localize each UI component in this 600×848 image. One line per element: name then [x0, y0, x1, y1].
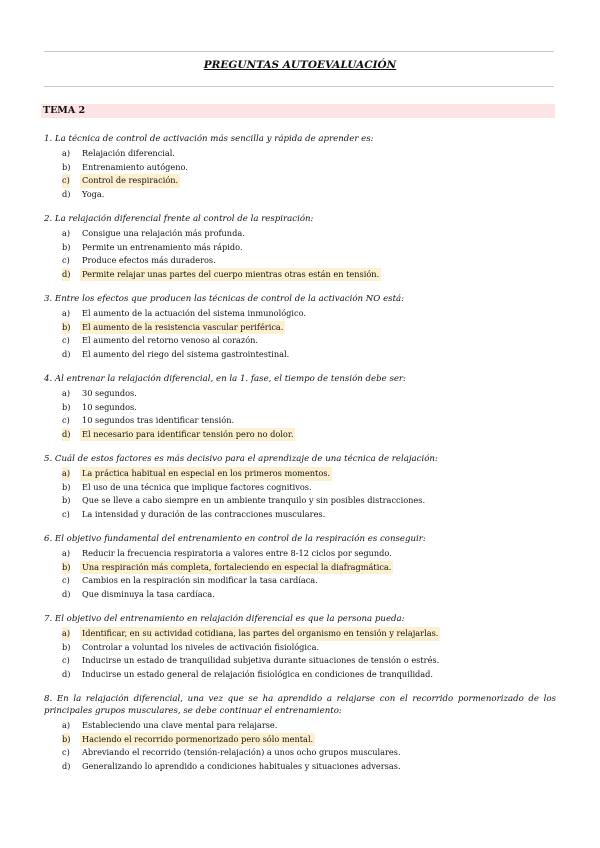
option-text: Control de respiración.	[80, 174, 180, 188]
option-text: La intensidad y duración de las contracciones musculares.	[82, 508, 326, 519]
answer-option-highlighted	[44, 428, 556, 442]
answer-option	[44, 508, 556, 522]
question-text: 2. La relajación diferencial frente al control de la respiración:	[44, 214, 314, 224]
answer-option	[44, 668, 556, 682]
answer-option	[44, 641, 556, 655]
option-letter: b)	[62, 561, 70, 575]
option-text: Controlar a voluntad los niveles de activación fisiológica.	[82, 641, 320, 652]
option-letter: c)	[62, 415, 70, 425]
option-letter: d)	[62, 760, 71, 771]
option-text: Inducirse un estado de tranquilidad subjetiva durante situaciones de tensión o estrés.	[82, 655, 440, 665]
option-text: Entrenamiento autógeno.	[82, 161, 188, 172]
answer-option-highlighted	[44, 467, 556, 481]
option-text: Haciendo el recorrido pormenorizado pero sólo mental.	[80, 733, 315, 747]
answer-option-highlighted	[44, 561, 556, 575]
answer-option	[44, 588, 556, 602]
answer-option	[44, 161, 556, 175]
option-text: Una respiración más completa, fortaleciendo en especial la diafragmática.	[80, 561, 393, 575]
top-divider	[44, 51, 554, 52]
option-text: El aumento de la resistencia vascular periférica.	[80, 321, 285, 335]
answer-option-highlighted	[44, 627, 556, 641]
option-text: El aumento del riego del sistema gastrointestinal.	[82, 348, 290, 359]
answer-option	[44, 307, 556, 321]
option-letter: a)	[62, 228, 71, 238]
question-text: 6. El objetivo fundamental del entrenamiento en control de la respiración es conseguir:	[44, 534, 426, 544]
option-text: El necesario para identificar tensión pero no dolor.	[80, 428, 295, 442]
option-text: Produce efectos más duraderos.	[82, 255, 216, 265]
option-letter: d)	[62, 268, 70, 282]
option-text: 10 segundos.	[82, 401, 137, 412]
option-letter: c)	[62, 335, 70, 345]
option-text: Generalizando lo aprendido a condiciones habituales y situaciones adversas.	[82, 760, 401, 771]
option-letter: d)	[62, 188, 71, 199]
option-text: Permite relajar unas partes del cuerpo mientras otras están en tensión.	[80, 268, 381, 282]
option-text: Yoga.	[82, 188, 105, 199]
question-text: 4. Al entrenar la relajación diferencial, en la 1. fase, el tiempo de tensión debe ser:	[44, 374, 406, 384]
option-text: El aumento del retorno venoso al corazón.	[82, 335, 258, 345]
question-block	[44, 293, 556, 361]
option-text: Cambios en la respiración sin modificar la tasa cardíaca.	[82, 575, 318, 585]
option-letter: a)	[62, 388, 71, 398]
answer-option	[44, 481, 556, 495]
option-letter: a)	[62, 627, 70, 641]
option-letter: a)	[62, 720, 71, 730]
option-letter: d)	[62, 588, 71, 599]
answer-option	[44, 227, 556, 241]
option-letter: d)	[62, 428, 70, 442]
answer-option	[44, 746, 556, 760]
option-letter: c)	[62, 255, 70, 265]
option-letter: a)	[62, 148, 71, 158]
answer-option	[44, 654, 556, 668]
section-heading: TEMA 2	[41, 104, 555, 118]
answer-option	[44, 254, 556, 268]
question-text: 8. En la relajación diferencial, una vez que se ha aprendido a relajarse con el recorrido pormenorizado de los principales grupos musculares, se debe continuar el entrenamiento:	[44, 694, 556, 716]
option-letter: c)	[62, 575, 70, 585]
option-text: El aumento de la actuación del sistema inmunológico.	[82, 308, 306, 318]
option-letter: b)	[62, 321, 70, 335]
answer-option	[44, 760, 556, 774]
question-block	[44, 613, 556, 681]
option-text: Consigue una relajación más profunda.	[82, 228, 245, 238]
option-text: Inducirse un estado general de relajación fisiológica en condiciones de tranquilidad.	[82, 668, 434, 679]
option-letter: b)	[62, 495, 71, 505]
option-text: El uso de una técnica que implique factores cognitivos.	[82, 481, 312, 492]
question-block	[44, 213, 556, 281]
question-block	[44, 133, 556, 201]
option-text: Relajación diferencial.	[82, 148, 176, 158]
option-letter: b)	[62, 161, 71, 172]
question-text: 3. Entre los efectos que producen las técnicas de control de la activación NO está:	[44, 294, 405, 304]
question-block	[44, 533, 556, 601]
bottom-divider	[44, 86, 554, 87]
answer-option	[44, 401, 556, 415]
option-text: 30 segundos.	[82, 388, 137, 398]
answer-option	[44, 414, 556, 428]
answer-option	[44, 188, 556, 202]
option-text: Estableciendo una clave mental para relajarse.	[82, 720, 278, 730]
option-letter: b)	[62, 733, 70, 747]
option-letter: d)	[62, 668, 71, 679]
document-title: PREGUNTAS AUTOEVALUACIÓN	[203, 59, 397, 71]
option-letter: c)	[62, 174, 70, 188]
question-list	[44, 133, 556, 785]
option-letter: b)	[62, 401, 71, 412]
option-text: Reducir la frecuencia respiratoria a valores entre 8-12 ciclos por segundo.	[82, 548, 392, 558]
answer-option	[44, 334, 556, 348]
option-letter: c)	[62, 655, 70, 665]
answer-option	[44, 719, 556, 733]
question-text: 5. Cuál de estos factores es más decisivo para el aprendizaje de una técnica de relajación:	[44, 454, 438, 464]
option-text: 10 segundos tras identificar tensión.	[82, 415, 235, 425]
question-block	[44, 453, 556, 521]
option-text: Identificar, en su actividad cotidiana, las partes del organismo en tensión y relajarlas.	[80, 627, 440, 641]
option-letter: d)	[62, 348, 71, 359]
option-letter: c)	[62, 747, 70, 757]
option-text: La práctica habitual en especial en los primeros momentos.	[80, 467, 332, 481]
answer-option	[44, 147, 556, 161]
answer-option-highlighted	[44, 174, 556, 188]
option-text: Que se lleve a cabo siempre en un ambiente tranquilo y sin posibles distracciones.	[82, 495, 426, 505]
option-letter: a)	[62, 467, 70, 481]
answer-option-highlighted	[44, 268, 556, 282]
answer-option	[44, 547, 556, 561]
option-text: Permite un entrenamiento más rápido.	[82, 241, 243, 252]
option-letter: a)	[62, 308, 71, 318]
option-text: Abreviando el recorrido (tensión-relajación) a unos ocho grupos musculares.	[82, 747, 401, 757]
option-letter: a)	[62, 548, 71, 558]
answer-option	[44, 494, 556, 508]
answer-option	[44, 348, 556, 362]
option-letter: b)	[62, 481, 71, 492]
option-letter: b)	[62, 641, 71, 652]
question-block	[44, 693, 556, 773]
option-text: Que disminuya la tasa cardíaca.	[82, 588, 215, 599]
answer-option	[44, 241, 556, 255]
answer-option-highlighted	[44, 733, 556, 747]
question-block	[44, 373, 556, 441]
answer-option	[44, 387, 556, 401]
option-letter: b)	[62, 241, 71, 252]
answer-option-highlighted	[44, 321, 556, 335]
answer-option	[44, 574, 556, 588]
option-letter: c)	[62, 508, 70, 519]
question-text: 1. La técnica de control de activación más sencilla y rápida de aprender es:	[44, 134, 374, 144]
question-text: 7. El objetivo del entrenamiento en relajación diferencial es que la persona pueda:	[44, 614, 405, 624]
